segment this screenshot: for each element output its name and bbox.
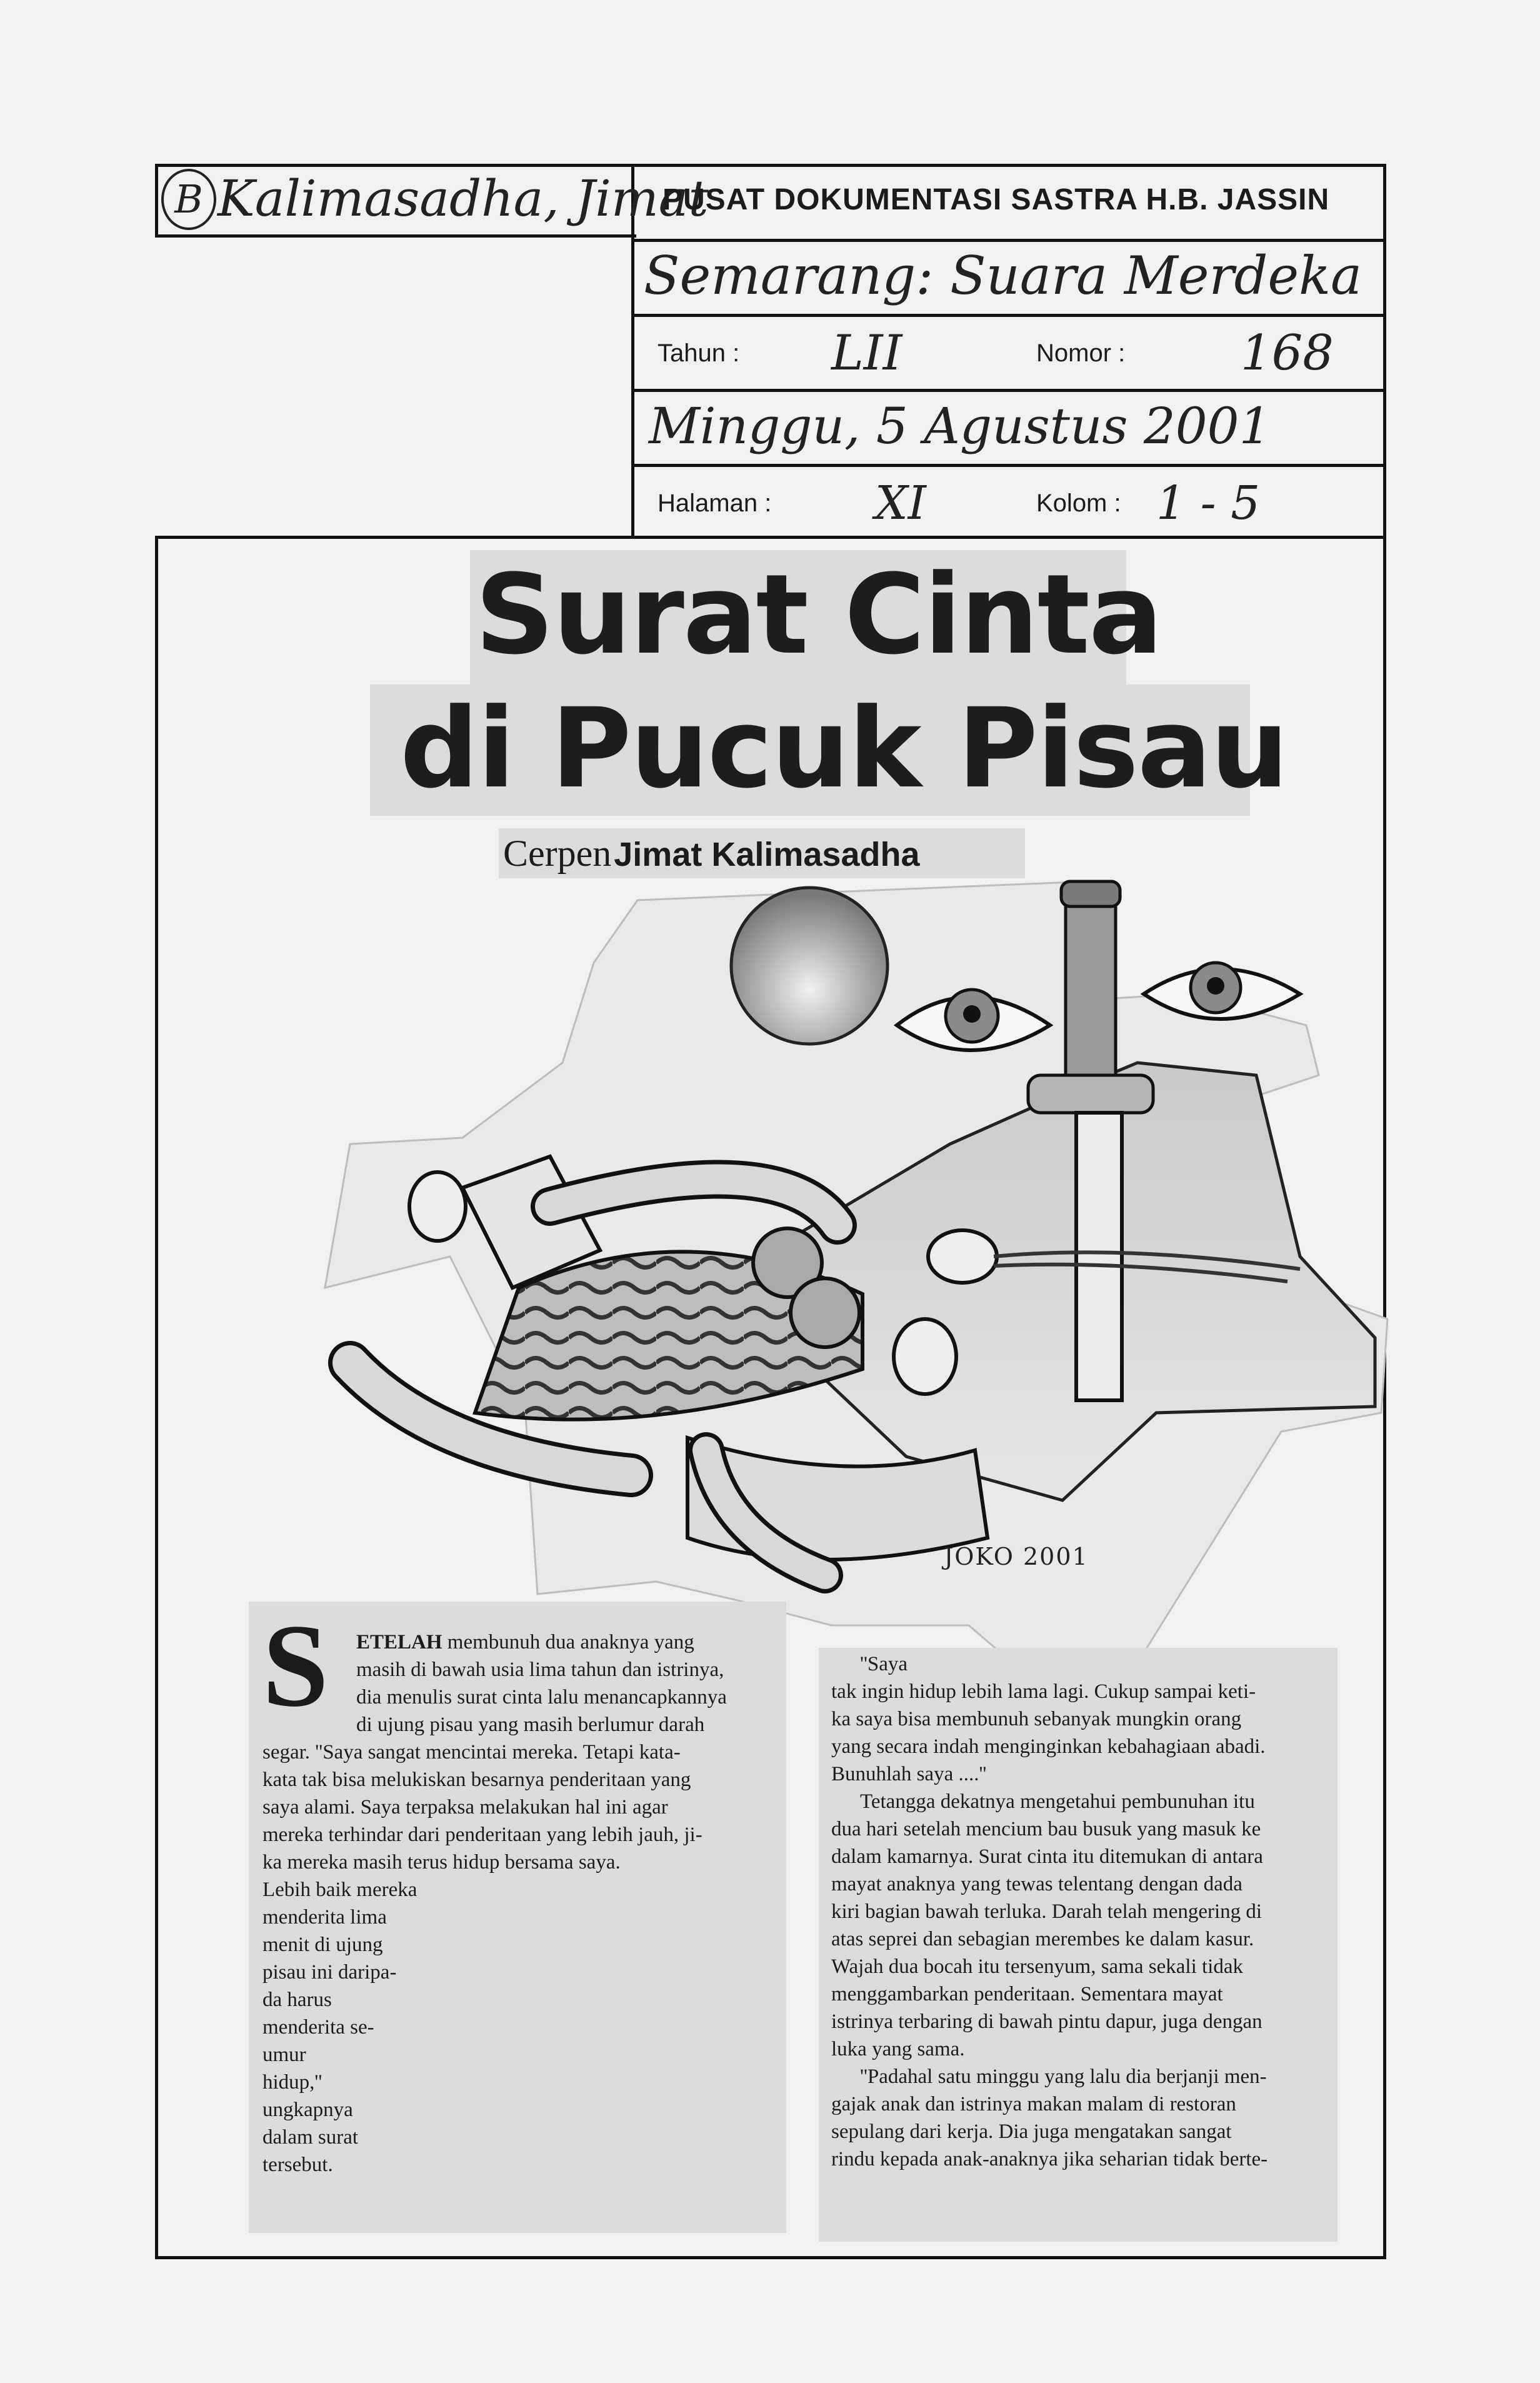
byline-author: Jimat Kalimasadha bbox=[614, 836, 920, 873]
col2-line: atas seprei dan sebagian merembes ke dalam kasur. bbox=[831, 1928, 1254, 1950]
col2-line: ka saya bisa membunuh sebanyak mungkin orang bbox=[831, 1708, 1242, 1730]
column-value: 1 - 5 bbox=[1156, 476, 1261, 530]
col1-line: menderita se- bbox=[262, 2016, 374, 2039]
col2-line: luka yang sama. bbox=[831, 2038, 965, 2060]
col2-line: tak ingin hidup lebih lama lagi. Cukup sampai keti- bbox=[831, 1680, 1256, 1703]
col1-line: mereka terhindar dari penderitaan yang lebih jauh, ji- bbox=[262, 1824, 702, 1846]
page-label: Halaman : bbox=[658, 489, 772, 517]
article-title-line1: Surat Cinta bbox=[475, 551, 1162, 679]
col1-line: kata tak bisa melukiskan besarnya penderitaan yang bbox=[262, 1768, 691, 1791]
handwritten-date: Minggu, 5 Agustus 2001 bbox=[649, 397, 1271, 455]
moon bbox=[731, 888, 888, 1044]
col2-line: dalam kamarnya. Surat cinta itu ditemukan di antara bbox=[831, 1845, 1263, 1868]
col2-line: rindu kepada anak-anaknya jika seharian tidak berte- bbox=[831, 2148, 1268, 2170]
col1-line: masih di bawah usia lima tahun dan istrinya, bbox=[356, 1658, 724, 1681]
col1-line: da harus bbox=[262, 1989, 332, 2011]
article-column-2 bbox=[831, 1650, 1331, 2173]
col1-line: dia menulis surat cinta lalu menancapkannya bbox=[356, 1686, 727, 1708]
col1-line: segar. ''Saya sangat mencintai mereka. Tetapi kata- bbox=[262, 1741, 681, 1763]
number-label: Nomor : bbox=[1036, 339, 1126, 367]
article-title-line2: di Pucuk Pisau bbox=[400, 685, 1288, 813]
handwritten-author: Kalimasadha, Jimat bbox=[218, 169, 709, 228]
col1-line: ETELAH membunuh dua anaknya yang bbox=[356, 1631, 694, 1653]
col1-line: dalam surat bbox=[262, 2126, 359, 2149]
col1-line: Lebih baik mereka bbox=[262, 1879, 418, 1901]
page-value: XI bbox=[875, 476, 926, 530]
lead-word: ETELAH bbox=[356, 1631, 442, 1653]
col2-line: menggambarkan penderitaan. Sementara mayat bbox=[831, 1983, 1223, 2005]
illustration-signature: JOKO 2001 bbox=[944, 1543, 1089, 1570]
article-column-1 bbox=[262, 1628, 781, 2179]
col2-line: yang secara indah menginginkan kebahagiaan abadi. bbox=[831, 1735, 1266, 1758]
col1-line: saya alami. Saya terpaksa melakukan hal ini agar bbox=[262, 1796, 668, 1819]
byline-genre: Cerpen bbox=[503, 833, 612, 874]
col1-line: ka mereka masih terus hidup bersama saya. bbox=[262, 1851, 621, 1874]
col2-line: dua hari setelah mencium bau busuk yang masuk ke bbox=[831, 1818, 1261, 1840]
col1-line: menit di ujung bbox=[262, 1934, 383, 1956]
col2-line: ''Saya bbox=[860, 1653, 908, 1675]
drop-cap: S bbox=[262, 1600, 329, 1732]
col2-line: sepulang dari kerja. Dia juga mengatakan sangat bbox=[831, 2120, 1232, 2143]
col1-line: di ujung pisau yang masih berlumur darah bbox=[356, 1713, 705, 1736]
col2-line: istrinya terbaring di bawah pintu dapur, juga dengan bbox=[831, 2010, 1262, 2033]
column-label: Kolom : bbox=[1036, 489, 1121, 517]
col1-line: umur bbox=[262, 2044, 306, 2066]
col2-line: kiri bagian bawah terluka. Darah telah mengering di bbox=[831, 1900, 1262, 1923]
year-value: LII bbox=[831, 325, 902, 381]
col1-line: ungkapnya bbox=[262, 2099, 353, 2121]
col1-line: tersebut. bbox=[262, 2154, 333, 2176]
col1-line: hidup,'' bbox=[262, 2071, 322, 2094]
number-value: 168 bbox=[1241, 325, 1334, 381]
page-bottom-border bbox=[155, 2256, 1386, 2259]
col2-line: Wajah dua bocah itu tersenyum, sama sekali tidak bbox=[831, 1955, 1243, 1978]
category-code: B bbox=[174, 176, 203, 222]
col2-line: Tetangga dekatnya mengetahui pembunuhan itu bbox=[860, 1790, 1255, 1813]
handwritten-source: Semarang: Suara Merdeka bbox=[644, 245, 1362, 306]
col1-line: pisau ini daripa- bbox=[262, 1961, 397, 1984]
year-label: Tahun : bbox=[658, 339, 740, 367]
institution-name: PUSAT DOKUMENTASI SASTRA H.B. JASSIN bbox=[662, 183, 1330, 216]
col2-line: ''Padahal satu minggu yang lalu dia berjanji men- bbox=[860, 2065, 1267, 2088]
col2-line: mayat anaknya yang tewas telentang dengan dada bbox=[831, 1873, 1242, 1895]
col2-line: Bunuhlah saya ....'' bbox=[831, 1763, 987, 1785]
col1-line: menderita lima bbox=[262, 1906, 387, 1929]
col2-line: gajak anak dan istrinya makan malam di restoran bbox=[831, 2093, 1236, 2115]
